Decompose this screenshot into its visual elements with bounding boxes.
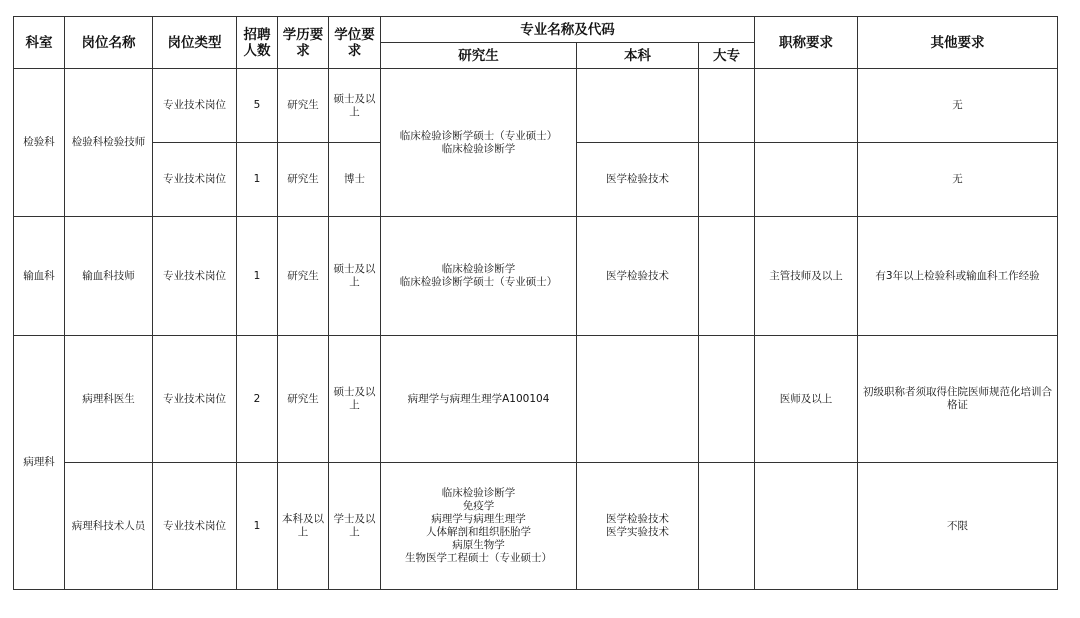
position-type-cell: 专业技术岗位 xyxy=(153,69,237,143)
undergrad-major-cell: 医学检验技术 xyxy=(577,217,699,336)
title-req-cell xyxy=(755,143,858,217)
dept-cell: 检验科 xyxy=(14,69,65,217)
dept-cell: 输血科 xyxy=(14,217,65,336)
headcount-cell: 1 xyxy=(237,143,278,217)
degree-cell: 硕士及以上 xyxy=(329,336,381,463)
header-degree: 学位要求 xyxy=(329,17,381,69)
title-req-cell: 主管技师及以上 xyxy=(755,217,858,336)
position-name-cell: 检验科检验技师 xyxy=(65,69,153,217)
headcount-cell: 5 xyxy=(237,69,278,143)
education-cell: 研究生 xyxy=(278,69,329,143)
undergrad-major-cell xyxy=(577,336,699,463)
header-headcount: 招聘人数 xyxy=(237,17,278,69)
postgrad-major-cell: 临床检验诊断学 临床检验诊断学硕士（专业硕士） xyxy=(381,217,577,336)
table-row xyxy=(14,336,1058,463)
title-req-cell: 医师及以上 xyxy=(755,336,858,463)
table-row xyxy=(14,463,1058,590)
degree-cell: 博士 xyxy=(329,143,381,217)
degree-cell: 硕士及以上 xyxy=(329,217,381,336)
header-college: 大专 xyxy=(699,43,755,69)
undergrad-major-cell: 医学检验技术 医学实验技术 xyxy=(577,463,699,590)
header-position-type: 岗位类型 xyxy=(153,17,237,69)
headcount-cell: 1 xyxy=(237,217,278,336)
headcount-cell: 2 xyxy=(237,336,278,463)
education-cell: 研究生 xyxy=(278,143,329,217)
position-type-cell: 专业技术岗位 xyxy=(153,463,237,590)
title-req-cell xyxy=(755,463,858,590)
headcount-cell: 1 xyxy=(237,463,278,590)
header-major-group: 专业名称及代码 xyxy=(381,17,755,43)
header-title-req: 职称要求 xyxy=(755,17,858,69)
header-position-name: 岗位名称 xyxy=(65,17,153,69)
other-req-cell: 不限 xyxy=(858,463,1058,590)
college-major-cell xyxy=(699,336,755,463)
undergrad-major-cell: 医学检验技术 xyxy=(577,143,699,217)
undergrad-major-cell xyxy=(577,69,699,143)
college-major-cell xyxy=(699,217,755,336)
college-major-cell xyxy=(699,69,755,143)
position-name-cell: 病理科技术人员 xyxy=(65,463,153,590)
dept-cell: 病理科 xyxy=(14,336,65,590)
other-req-cell: 无 xyxy=(858,69,1058,143)
postgrad-major-cell: 临床检验诊断学硕士（专业硕士） 临床检验诊断学 xyxy=(381,69,577,217)
other-req-cell: 初级职称者须取得住院医师规范化培训合格证 xyxy=(858,336,1058,463)
position-type-cell: 专业技术岗位 xyxy=(153,143,237,217)
table-row xyxy=(14,217,1058,336)
header-dept: 科室 xyxy=(14,17,65,69)
degree-cell: 硕士及以上 xyxy=(329,69,381,143)
education-cell: 研究生 xyxy=(278,217,329,336)
header-education: 学历要求 xyxy=(278,17,329,69)
position-name-cell: 病理科医生 xyxy=(65,336,153,463)
postgrad-major-cell: 病理学与病理生理学A100104 xyxy=(381,336,577,463)
header-other-req: 其他要求 xyxy=(858,17,1058,69)
college-major-cell xyxy=(699,143,755,217)
title-req-cell xyxy=(755,69,858,143)
education-cell: 研究生 xyxy=(278,336,329,463)
position-name-cell: 输血科技师 xyxy=(65,217,153,336)
education-cell: 本科及以上 xyxy=(278,463,329,590)
header-postgrad: 研究生 xyxy=(381,43,577,69)
recruitment-table xyxy=(13,16,1058,590)
postgrad-major-cell: 临床检验诊断学 免疫学 病理学与病理生理学 人体解剖和组织胚胎学 病原生物学 生物医学工程硕士（专业硕士） xyxy=(381,463,577,590)
degree-cell: 学士及以上 xyxy=(329,463,381,590)
other-req-cell: 无 xyxy=(858,143,1058,217)
other-req-cell: 有3年以上检验科或输血科工作经验 xyxy=(858,217,1058,336)
position-type-cell: 专业技术岗位 xyxy=(153,217,237,336)
table-row xyxy=(14,69,1058,143)
college-major-cell xyxy=(699,463,755,590)
position-type-cell: 专业技术岗位 xyxy=(153,336,237,463)
header-undergrad: 本科 xyxy=(577,43,699,69)
